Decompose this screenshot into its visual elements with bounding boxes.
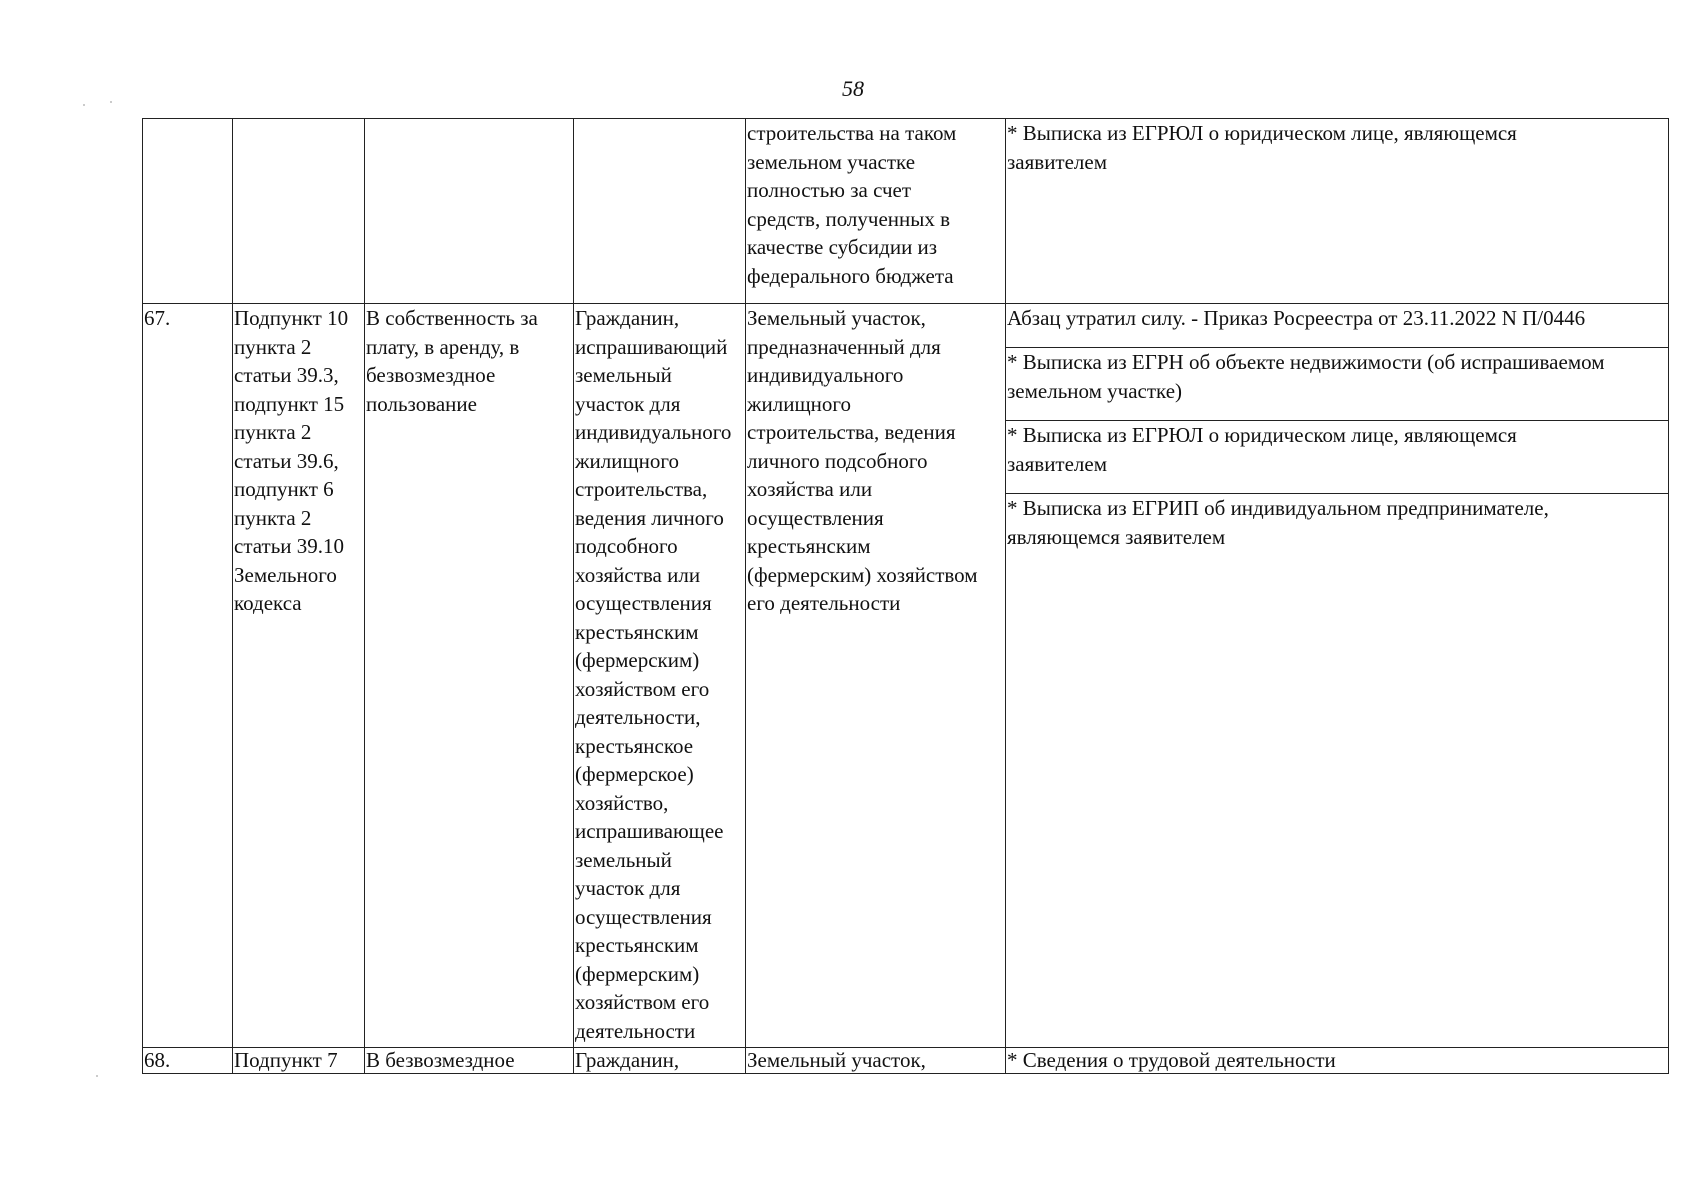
- cell-number: [143, 119, 233, 304]
- cell-basis: [233, 119, 365, 304]
- cell-right-type: В безвозмездное: [365, 1048, 574, 1074]
- cell-number: 68.: [143, 1048, 233, 1074]
- cell-right-type: [365, 119, 574, 304]
- cell-land-plot: Земельный участок, предназначенный для индивидуального жилищного строительства, ведения личного подсобного хозяйства или осуществления крестьянским (фермерским) хозяйством его деятельности: [746, 304, 1006, 1048]
- table-row-68: [143, 1048, 1669, 1074]
- cell-number: 67.: [143, 304, 233, 1048]
- table-row-continued: [143, 119, 1669, 304]
- cell-right-type: В собственность за плату, в аренду, в безвозмездное пользование: [365, 304, 574, 1048]
- cell-document: Абзац утратил силу. - Приказ Росреестра от 23.11.2022 N П/0446: [1006, 304, 1669, 348]
- cell-basis: Подпункт 10 пункта 2 статьи 39.3, подпункт 15 пункта 2 статьи 39.6, подпункт 6 пункта 2 статьи 39.10 Земельного кодекса: [233, 304, 365, 1048]
- cell-document: * Выписка из ЕГРН об объекте недвижимости (об испрашиваемом земельном участке): [1006, 348, 1669, 421]
- cell-land-plot: Земельный участок,: [746, 1048, 1006, 1074]
- cell-applicant: Гражданин,: [574, 1048, 746, 1074]
- cell-applicant: [574, 119, 746, 304]
- scan-speck: [96, 1075, 98, 1077]
- cell-document: * Выписка из ЕГРЮЛ о юридическом лице, являющемся заявителем: [1006, 119, 1669, 304]
- page-number: 58: [842, 76, 864, 101]
- cell-document: * Выписка из ЕГРЮЛ о юридическом лице, являющемся заявителем: [1006, 421, 1669, 494]
- scan-speck: [83, 104, 85, 106]
- cell-basis: Подпункт 7: [233, 1048, 365, 1074]
- cell-document: * Сведения о трудовой деятельности: [1006, 1048, 1669, 1074]
- cell-document: * Выписка из ЕГРИП об индивидуальном предпринимателе, являющемся заявителем: [1006, 494, 1669, 1048]
- cell-land-plot: строительства на таком земельном участке полностью за счет средств, полученных в качестве субсидии из федерального бюджета: [746, 119, 1006, 304]
- cell-applicant: Гражданин, испрашивающий земельный участок для индивидуального жилищного строительства, ведения личного подсобного хозяйства или осуществления крестьянским (фермерским) хозяйством его деятельности, крестьянское (фермерское) хозяйство, испрашивающее земельный участок для осуществления крестьянским (фермерским) хозяйством его деятельности: [574, 304, 746, 1048]
- documents-table: [142, 118, 1669, 1074]
- scan-speck: [110, 101, 112, 103]
- table-row-67: [143, 304, 1669, 348]
